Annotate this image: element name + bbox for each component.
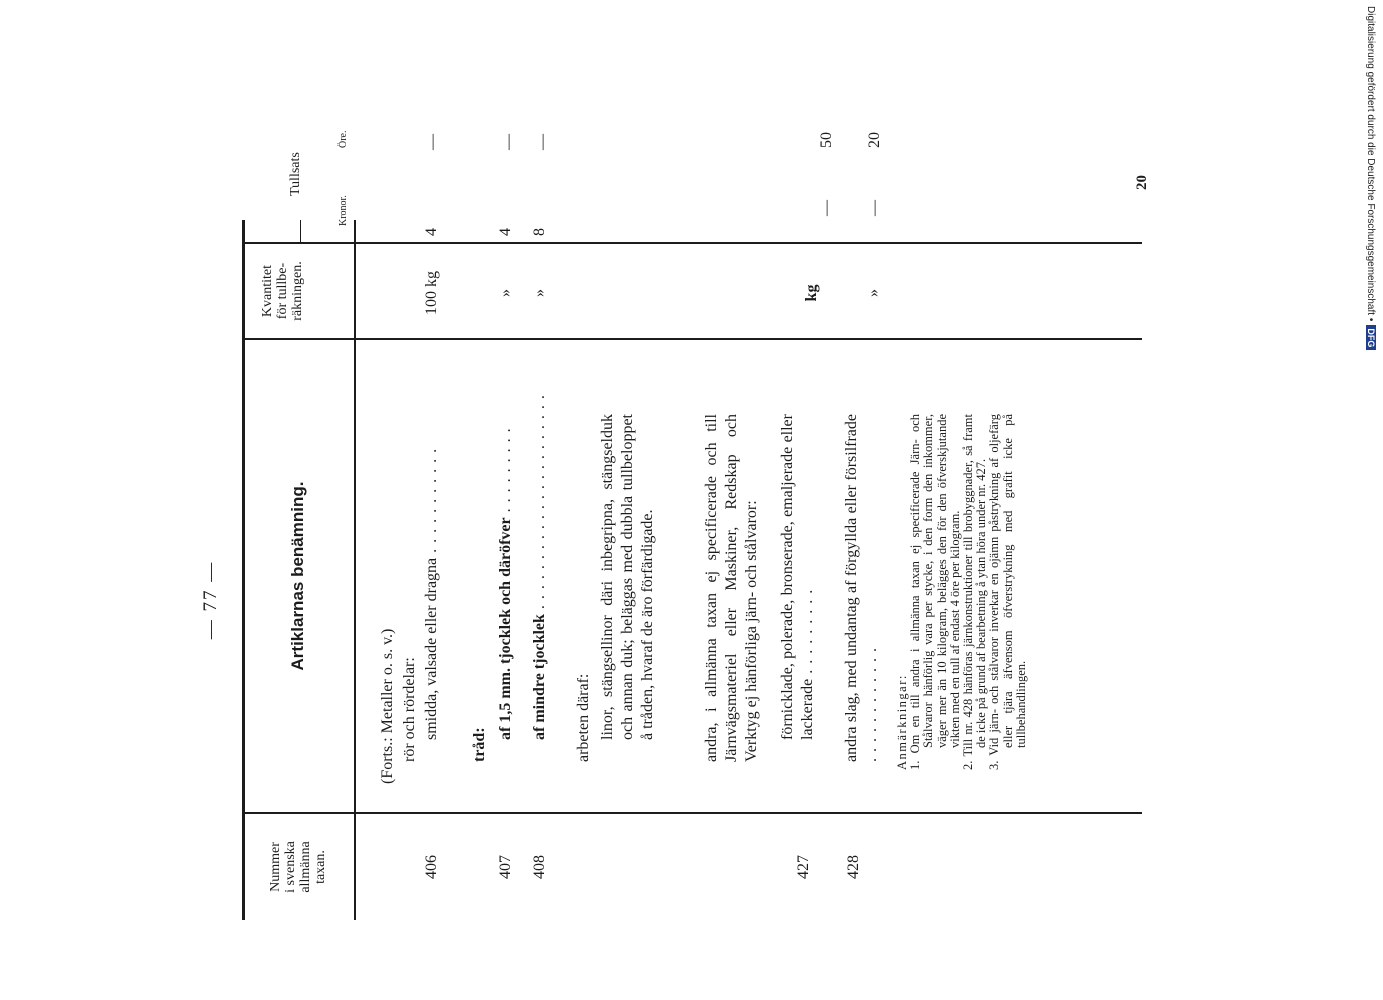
row-407-label: af 1,5 mm. tjocklek och däröfver — [497, 517, 514, 740]
note-1: 1. Om en till andra i allmänna taxan ej specificerade Järn- och Stålvaror hänförlig vara per stycke, i den form den inkommer, väger mer än 10 kilogram, belägges den för den öfverskjutande vikten med en tull af endast 4 öre per kilogram. — [908, 414, 962, 770]
header-quantity — [260, 244, 305, 338]
column-rule-3 — [242, 242, 1142, 244]
row-408-number: 408 — [531, 855, 548, 879]
row-408-ore-value: — — [534, 134, 551, 150]
row-428-text — [842, 414, 882, 762]
row-406-text — [422, 448, 442, 740]
ror-heading: rör och rördelar: — [401, 657, 418, 762]
leader-dots: . . . . . . . . . . . . . . . . . . . . . . — [531, 394, 548, 615]
row-428-label: andra slag, med undantag af förgyllda eller försilfrade — [843, 414, 860, 762]
row-427-ore-value: 50 — [818, 132, 835, 148]
row-428-number: 428 — [845, 855, 862, 879]
row-408-label: af mindre tjocklek — [531, 614, 548, 740]
header-number — [268, 814, 328, 920]
signature-mark: 20 — [1134, 175, 1150, 190]
row-406-number: 406 — [423, 855, 440, 879]
trad-heading: tråd: — [471, 727, 488, 762]
leader-dots: . . . . . . . . . — [799, 588, 816, 679]
dfg-logo: DFG — [1366, 325, 1376, 350]
row-408-qty: » — [531, 289, 548, 297]
table-top-rule — [242, 220, 245, 920]
column-rule-2 — [242, 338, 1142, 340]
notes-heading: Anmärkningar: — [895, 674, 909, 770]
row-408-text — [530, 394, 550, 740]
leader-dots: . . . . . . . . . — [497, 427, 514, 518]
row-427-label: förnicklade, polerade, bronserade, emaljerade eller lackerade — [779, 414, 816, 740]
header-bottom-rule — [354, 220, 356, 920]
row-427-text — [778, 414, 818, 740]
column-rule-1 — [242, 812, 1142, 814]
duty-kronor-header: Kronor. — [338, 195, 349, 226]
row-406-qty: 100 kg — [423, 271, 440, 315]
header-quantity-line: Kvantitet — [260, 264, 275, 318]
header-number-line: allmänna — [298, 841, 313, 893]
row-427-kronor-value: — — [818, 200, 835, 216]
header-number-line: Nummer — [268, 842, 283, 892]
duty-split-rule — [300, 220, 301, 244]
row-406-label: smidda, valsade eller dragna — [423, 557, 440, 740]
page-number: — 77 — — [200, 560, 221, 640]
notes-block — [896, 414, 1028, 770]
row-407-ore-value: — — [500, 134, 517, 150]
row-407-number: 407 — [497, 855, 514, 879]
digitization-credit — [1365, 6, 1376, 350]
row-406-kronor: 4 — [423, 228, 440, 236]
header-quantity-line: räkningen. — [290, 261, 305, 321]
credit-text: Digitalisierung gefördert durch die Deutsche Forschungsgemeinschaft • — [1365, 6, 1376, 322]
row-407-text — [496, 427, 516, 740]
row-408-kronor: 8 — [531, 228, 548, 236]
row-407-qty: » — [497, 289, 514, 297]
row-428-qty: » — [865, 289, 882, 297]
row-428-kronor-value: — — [866, 200, 883, 216]
duty-header: Tullsats — [288, 152, 303, 196]
arbeten-heading: arbeten däraf: — [575, 673, 592, 762]
header-number-line: i svenska — [283, 841, 298, 893]
row-406-ore-value: — — [424, 134, 441, 150]
note-3: 3. Vid järn- och stålvaror inverkar en ojämn påstrykning af oljefärg eller tjära äfvensom öfverstrykning med grafit icke på tullbehandlingen. — [987, 414, 1028, 770]
row-427-number: 427 — [795, 855, 812, 879]
leader-dots: . . . . . . . . . . . — [423, 447, 440, 558]
andra-intro-text: andra, i allmänna taxan ej specificerade och till Järnvägsmateriel eller Maskiner, Redskap och Verktyg ej hänförliga järn- och stålvaror: — [703, 414, 760, 762]
duty-ore-header: Öre. — [338, 130, 349, 148]
note-2: 2. Till nr. 428 hänföras järnkonstruktioner till brobyggnader, så framt de icke på grund af bearbetning å ytan höra under nr. 427. — [961, 414, 989, 770]
header-article: Artiklarnas benämning. — [288, 481, 307, 671]
header-number-line: taxan. — [313, 850, 328, 884]
rotated-page — [194, 200, 1194, 1000]
row-428-ore-value: 20 — [866, 132, 883, 148]
header-quantity-line: för tullbe- — [275, 262, 290, 320]
row-427-qty: kg — [803, 284, 820, 302]
row-407-kronor: 4 — [497, 228, 514, 236]
linor-text: linor, stängsellinor däri inbegripna, stängselduk och annan duk; beläggas med dubbla tullbeloppet å tråden, hvaraf de äro förfärdigade. — [599, 414, 656, 740]
section-heading: (Forts.: Metaller o. s. v.) — [379, 628, 396, 784]
leader-dots: . . . . . . . . . . . . — [863, 647, 880, 762]
